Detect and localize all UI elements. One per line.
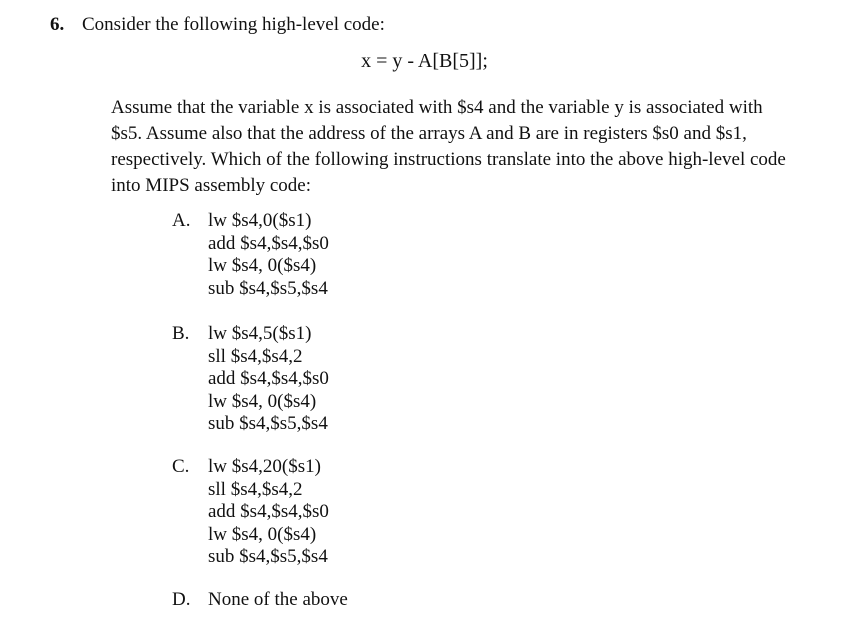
code-line: lw $s4,20($s1) [208,456,321,477]
option-code [208,589,348,612]
high-level-code: x = y - A[B[5]]; [361,50,488,72]
code-line: lw $s4, 0($s4) [208,255,317,277]
code-line: sub $s4,$s5,$s4 [208,546,328,568]
option-code [208,210,329,300]
question-number: 6. [50,14,65,35]
paragraph-line: into MIPS assembly code: [111,175,312,196]
code-line: add $s4,$s4,$s0 [208,501,329,523]
code-line: sub $s4,$s5,$s4 [208,413,328,435]
paragraph-line: $s5. Assume also that the address of the arrays A and B are in registers $s0 and $s1, [111,123,747,144]
code-line: sub $s4,$s5,$s4 [208,277,328,299]
code-line: lw $s4,0($s1) [208,210,312,231]
code-line: lw $s4, 0($s4) [208,523,317,545]
code-line: add $s4,$s4,$s0 [208,368,329,390]
question-header [50,14,385,36]
option-letter: C. [172,456,190,477]
code-line: sll $s4,$s4,2 [208,345,303,367]
code-line: add $s4,$s4,$s0 [208,232,329,254]
option-code [208,456,329,569]
option-letter: D. [172,589,191,610]
option-text: None of the above [208,589,348,610]
option-letter: B. [172,323,190,344]
option-letter: A. [172,210,191,231]
question-prompt: Consider the following high-level code: [82,14,385,35]
paragraph-line: respectively. Which of the following instructions translate into the above high-level code [111,149,786,170]
option-code [208,323,329,436]
paragraph-line: Assume that the variable x is associated with $s4 and the variable y is associated with [111,97,763,118]
code-line: sll $s4,$s4,2 [208,478,303,500]
code-line: lw $s4, 0($s4) [208,390,317,412]
code-line: lw $s4,5($s1) [208,323,312,344]
question-paragraph [111,95,811,199]
